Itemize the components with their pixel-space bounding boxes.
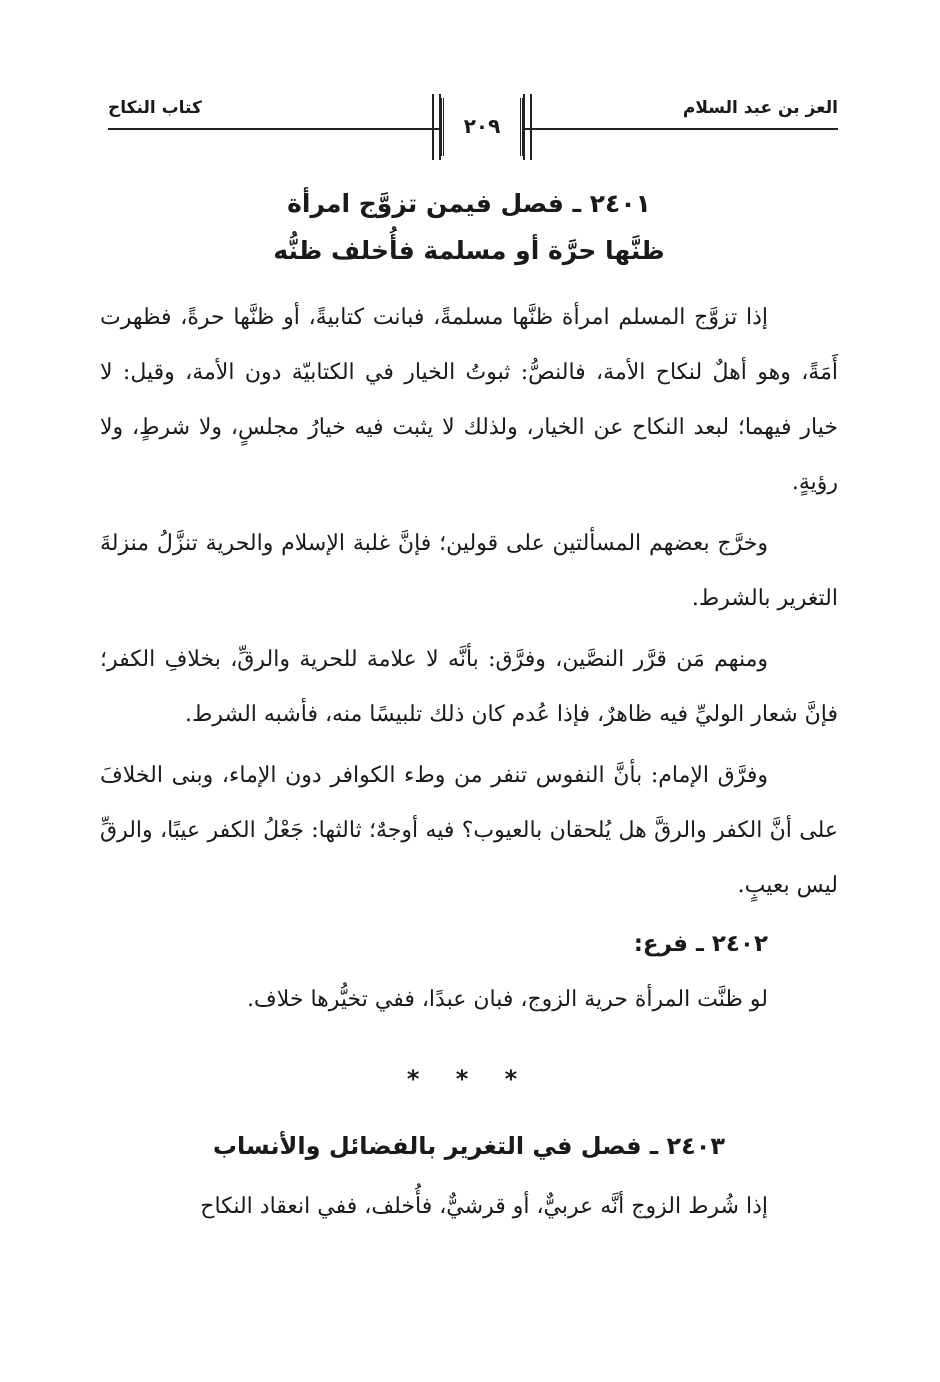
section-heading-2401 [100,180,838,274]
page-body [100,180,838,1234]
paragraph: وخرَّج بعضهم المسألتين على قولين؛ فإنَّ غلبة الإسلام والحرية تنزَّلُ منزلةَ التغرير بالشرط. [100,531,838,611]
paragraph: وفرَّق الإمام: بأنَّ النفوس تنفر من وطء الكوافر دون الإماء، وبنى الخلافَ على أنَّ الكفر والرقَّ هل يُلحقان بالعيوب؟ فيه أوجهٌ؛ ثالثها: جَعْلُ الكفر عيبًا، والرقِّ ليس بعيبٍ. [100,763,838,898]
page-number-frame [441,98,523,156]
running-header [108,88,838,168]
section-title-2403: ٢٤٠٣ ـ فصل في التغرير بالفضائل والأنساب [212,1132,726,1160]
page-number: ٢٠٩ [463,114,501,138]
paragraph: إذا شُرط الزوج أنَّه عربيٌّ، أو قرشيٌّ، فأُخلف، ففي انعقاد النكاح [200,1194,768,1219]
header-author: العز بن عبد السلام [682,98,838,118]
section-title-line-2: ظنَّها حرَّة أو مسلمة فأُخلف ظنُّه [273,236,665,265]
header-book-title: كتاب النكاح [108,98,202,118]
section-title-line-1: ٢٤٠١ ـ فصل فيمن تزوَّج امرأة [287,189,651,218]
paragraph: ومنهم مَن قرَّر النصَّين، وفرَّق: بأنَّه لا علامة للحرية والرقِّ، بخلافِ الكفر؛ فإنَّ شعار الوليِّ فيه ظاهرٌ، فإذا عُدم كان ذلك تلبيسًا منه، فأشبه الشرط. [100,647,838,727]
section-separator: * * * [406,1065,532,1093]
paragraph: إذا تزوَّج المسلم امرأة ظنَّها مسلمةً، فبانت كتابيةً، أو ظنَّها حرةً، فظهرت أَمَةً، وهو أهلٌ لنكاح الأمة، فالنصُّ: ثبوتُ الخيار في الكتابيّة دون الأمة، وقيل: لا خيار فيهما؛ لبعد النكاح عن الخيار، ولذلك لا يثبت فيه خيارُ مجلسٍ، ولا شرطٍ، ولا رؤيةٍ. [100,305,838,495]
paragraph: لو ظنَّت المرأة حرية الزوج، فبان عبدًا، ففي تخيُّرها خلاف. [246,987,768,1012]
subsection-title-2402: ٢٤٠٢ ـ فرع: [633,931,768,957]
